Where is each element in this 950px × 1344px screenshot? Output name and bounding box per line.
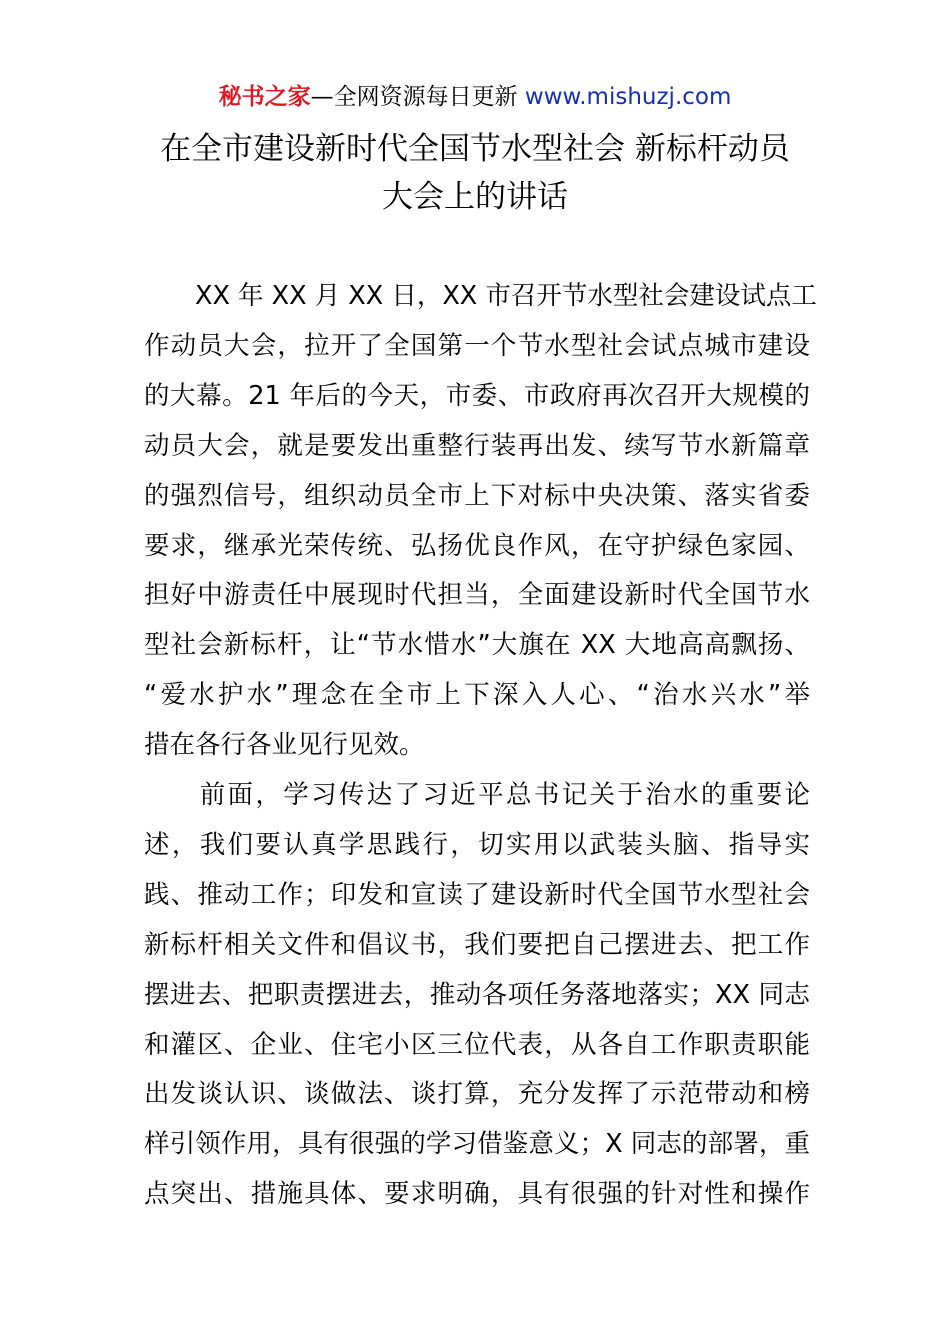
body-text-line: 措在各行各业见行见效。 [144, 730, 425, 760]
body-text-line: 的大幕。21 年后的今天，市委、市政府再次召开大规模的 [144, 381, 810, 411]
body-text-line: 型社会新标杆，让“节水惜水”大旗在 XX 大地高高飘扬、 [144, 630, 810, 660]
body-text-line: 要求，继承光荣传统、弘扬优良作风，在守护绿色家园、 [144, 531, 810, 561]
body-text-line: 的强烈信号，组织动员全市上下对标中央决策、落实省委 [144, 481, 810, 511]
site-brand: 秘书之家 [218, 84, 311, 110]
body-text-line: 担好中游责任中展现时代担当，全面建设新时代全国节水 [144, 580, 810, 610]
body-text-line: 摆进去、把职责摆进去，推动各项任务落地落实；XX 同志 [144, 980, 810, 1010]
body-text-line: 新标杆相关文件和倡议书，我们要把自己摆进去、把工作 [144, 930, 810, 960]
body-text-line: 作动员大会，拉开了全国第一个节水型社会试点城市建设 [144, 331, 810, 361]
body-text-line: “爱水护水”理念在全市上下深入人心、“治水兴水”举 [144, 680, 810, 710]
site-url-link[interactable]: www.mishuzj.com [524, 84, 732, 110]
body-text-line: XX 年 XX 月 XX 日，XX 市召开节水型社会建设试点工 [144, 281, 817, 311]
body-text-line: 述，我们要认真学思践行，切实用以武装头脑、指导实 [144, 830, 810, 860]
body-text-line: 践、推动工作；印发和宣读了建设新时代全国节水型社会 [144, 880, 810, 910]
body-text-line: 和灌区、企业、住宅小区三位代表，从各自工作职责职能 [144, 1030, 810, 1060]
document-title-line-2: 大会上的讲话 [382, 179, 568, 215]
body-text-line: 前面，学习传达了习近平总书记关于治水的重要论 [144, 780, 810, 810]
site-tagline: —全网资源每日更新 [310, 84, 525, 110]
body-text-line: 动员大会，就是要发出重整行装再出发、续写节水新篇章 [144, 431, 810, 461]
body-text-line: 出发谈认识、谈做法、谈打算，充分发挥了示范带动和榜 [144, 1079, 810, 1109]
body-text-line: 样引领作用，具有很强的学习借鉴意义；X 同志的部署，重 [144, 1129, 810, 1159]
body-text-line: 点突出、措施具体、要求明确，具有很强的针对性和操作 [144, 1179, 810, 1209]
document-title-line-1: 在全市建设新时代全国节水型社会 新标杆动员 [160, 131, 790, 167]
site-header [0, 82, 950, 112]
